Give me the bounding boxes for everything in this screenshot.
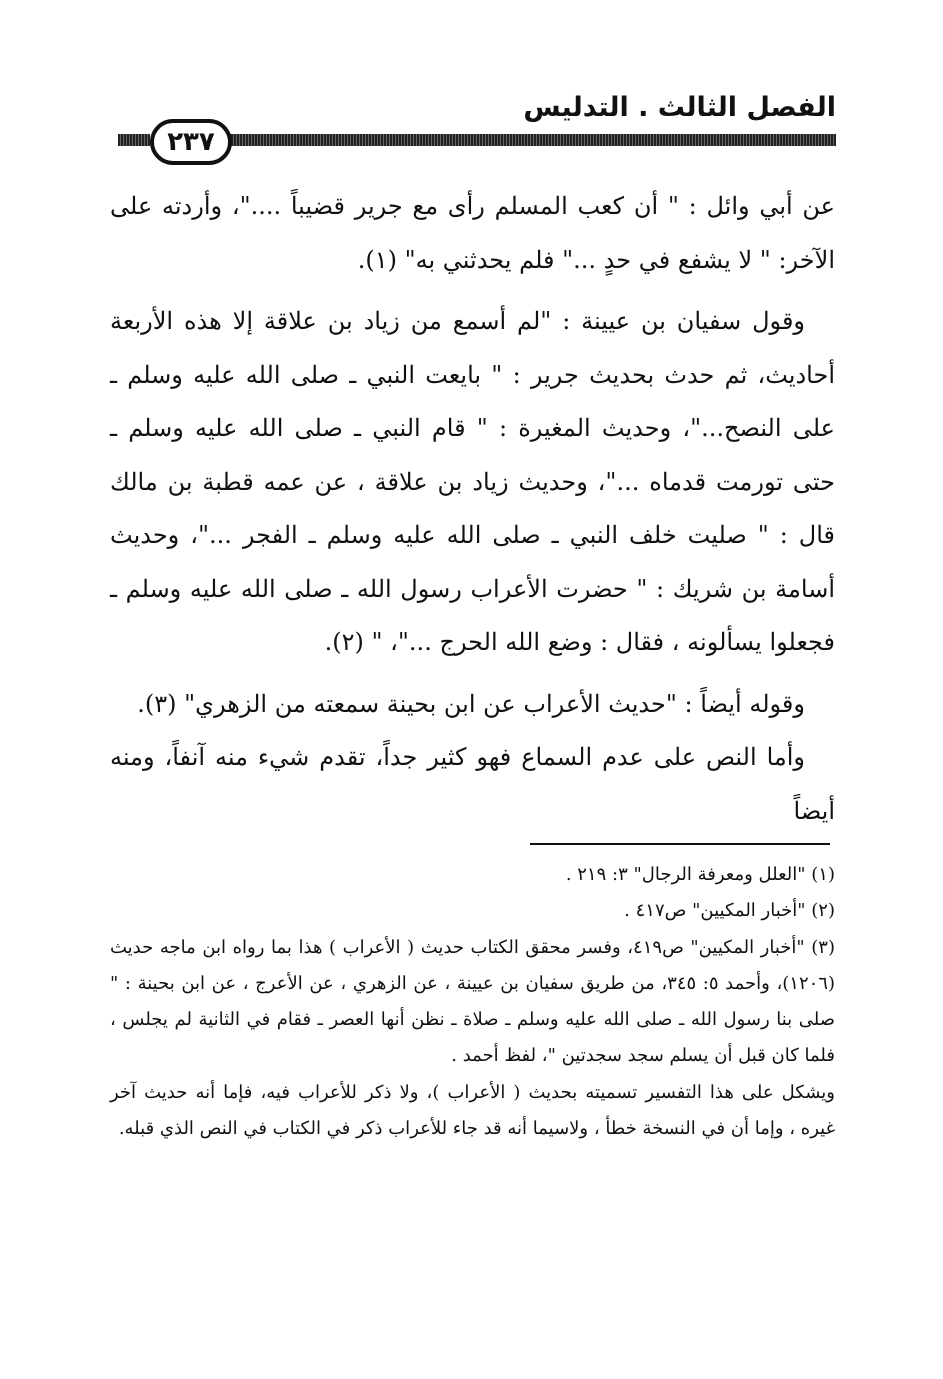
paragraph: وقوله أيضاً : "حديث الأعراب عن ابن بحينة سمعته من الزهري" (٣). xyxy=(137,689,805,718)
footnote: (٢) "أخبار المكيين" ص٤١٧ . xyxy=(624,900,835,922)
footnotes xyxy=(110,857,835,1147)
page-number: ٢٣٧ xyxy=(150,119,232,165)
footnote-continuation: ويشكل على هذا التفسير تسميته بحديث ( الأعراب )، ولا ذكر للأعراب فيه، فإما أنه حديث آخر غيره ، وإما أن في النسخة خطأ ، ولاسيما أنه قد جاء للأعراب ذكر في الكتاب في النص الذي قبله. xyxy=(110,1081,835,1140)
footnote: (١) "العلل ومعرفة الرجال" ٣: ٢١٩ . xyxy=(565,864,835,885)
paragraph: وقول سفيان بن عيينة : "لم أسمع من زياد بن علاقة إلا هذه الأربعة أحاديث، ثم حدث بحديث جرير : " بايعت النبي ـ صلى الله عليه وسلم ـ على النصح..."، وحديث المغيرة : " قام النبي ـ صلى الله عليه وسلم ـ حتى تورمت قدماه ..."، وحديث زياد بن علاقة ، عن عمه قطبة بن مالك قال : " صليت خلف النبي ـ صلى الله عليه وسلم ـ الفجر ..."، وحديث أسامة بن شريك : " حضرت الأعراب رسول الله ـ صلى الله عليه وسلم ـ فجعلوا يسألونه ، فقال : وضع الله الحرج ..."، " (٢). xyxy=(110,307,835,656)
chapter-title: الفصل الثالث . التدليس xyxy=(523,92,836,123)
page-header xyxy=(108,88,836,160)
main-text xyxy=(110,180,835,838)
footnote: (٣) "أخبار المكيين" ص٤١٩، وفسر محقق الكتاب حديث ( الأعراب ) هذا بما رواه ابن ماجه حديث (١٢٠٦)، وأحمد ٥: ٣٤٥، من طريق سفيان بن عيينة ، عن الزهري ، عن الأعرج ، عن ابن بحينة : " صلى بنا رسول الله ـ صلى الله عليه وسلم ـ صلاة ـ نظن أنها العصر ـ فقام في الثانية لم يجلس ، فلما كان قبل أن يسلم سجد سجدتين "، لفظ أحمد . xyxy=(110,936,835,1067)
header-rule-left xyxy=(118,134,150,146)
footnote-separator xyxy=(530,843,830,845)
paragraph: عن أبي وائل : " أن كعب المسلم رأى مع جرير قضيباً ...."، وأردته على الآخر: " لا يشفع في حدٍ ..." فلم يحدثني به" (١). xyxy=(110,192,835,274)
header-rule xyxy=(228,134,836,146)
paragraph: وأما النص على عدم السماع فهو كثير جداً، تقدم شيء منه آنفاً، ومنه أيضاً xyxy=(110,743,835,825)
